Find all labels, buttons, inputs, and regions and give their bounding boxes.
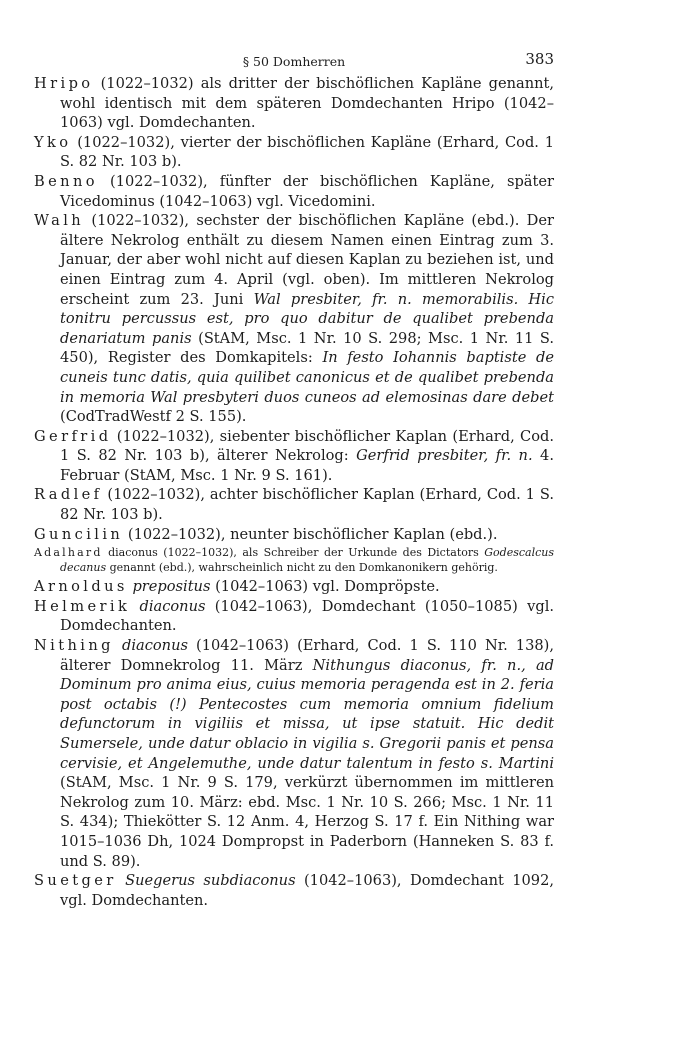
entry-headword: Radlef (34, 486, 103, 504)
entry-text (130, 598, 139, 615)
entry-headword: Guncilin (34, 525, 124, 543)
register-entry (34, 211, 554, 427)
latin-quotation: Suegerus subdiaconus (125, 872, 296, 890)
entry-text: (1022–1032), sechster der bischöflichen Kapläne (ebd.). Der ältere Nekrolog enthält zu diesem Namen einen Eintrag zum 3. Januar, der aber wohl nicht auf diesen Kaplan zu beziehen ist, und einen Eintrag zum 4. April (vgl. oben). Im mittleren Nekrolog erscheint zum 23. Juni (60, 212, 554, 308)
entry-headword: Nithing (34, 637, 114, 655)
entry-text: (StAM, Msc. 1 Nr. 9 S. 179, verkürzt übernommen im mittleren Nekrolog zum 10. März: ebd. Msc. 1 Nr. 10 S. 266; Msc. 1 Nr. 11 S. 434); Thiekötter S. 12 Anm. 4, Herzog S. 17 f. Ein Nithing war 1015–1036 Dh, 1024 Dompropst in Paderborn (Hanneken S. 83 f. und S. 89). (60, 774, 554, 870)
entry-headword: Yko (34, 133, 72, 151)
entry-text: (1042–1063), Domdechant 1092, vgl. Domdechanten. (60, 872, 555, 909)
entry-text: (1022–1032), fünfter der bischöflichen Kapläne, später Vicedominus (1042–1063) vgl. Vicedomini. (60, 172, 554, 210)
register-entry (34, 597, 554, 636)
entry-headword: Helmerik (34, 597, 131, 615)
register-entry (34, 74, 554, 133)
latin-quotation: In festo Iohannis baptiste de cuneis tunc datis, quia quilibet canonicus et de qualibet prebenda in memoria Wal presbyteri duos cuneos ad elemosinas dare debet (60, 349, 554, 406)
entry-headword: Adalhard (34, 546, 103, 560)
entry-list (34, 74, 554, 910)
entry-text: (1022–1032), siebenter bischöflicher Kaplan (Erhard, Cod. 1 S. 82 Nr. 103 b), älterer Nekrolog: (60, 427, 554, 465)
entry-headword: Walh (34, 212, 85, 230)
register-entry (34, 172, 554, 211)
entry-headword: Gerfrid (34, 427, 112, 445)
latin-quotation: prepositus (132, 578, 211, 596)
entry-text: (1022–1032) als dritter der bischöflichen Kapläne genannt, wohl identisch mit dem späteren Domdechanten Hripo (1042–1063) vgl. Domdechanten. (60, 75, 554, 132)
entry-text: (1042–1063) vgl. Dompröpste. (210, 578, 440, 596)
register-entry (34, 871, 554, 910)
latin-quotation: Wal presbiter, fr. n. memorabilis. Hic tonitru percussus est, pro quo dabitur de qualibet prebenda denariatum panis (60, 290, 555, 347)
document-page (34, 50, 554, 910)
register-entry (34, 525, 554, 545)
entry-headword: Hripo (34, 75, 94, 92)
register-entry (34, 485, 554, 524)
entry-headword: Suetger (34, 872, 117, 890)
latin-quotation: diaconus (122, 637, 188, 655)
latin-quotation: diaconus (139, 597, 206, 615)
running-header (34, 50, 554, 74)
entry-text: 4. Februar (StAM, Msc. 1 Nr. 9 S. 161). (60, 447, 554, 484)
entry-text: (1022–1032), neunter bischöflicher Kaplan (ebd.). (123, 525, 498, 543)
entry-text: (StAM, Msc. 1 Nr. 10 S. 298; Msc. 1 Nr. 11 S. 450), Register des Domkapitels: (60, 329, 555, 367)
entry-text: (1042–1063) (Erhard, Cod. 1 S. 110 Nr. 138), älterer Domnekrolog 11. März (60, 637, 554, 674)
entry-text: (CodTradWestf 2 S. 155). (60, 408, 247, 426)
register-entry (34, 427, 554, 486)
entry-text: (1042–1063), Domdechant (1050–1085) vgl. Domdechanten. (60, 597, 555, 635)
entry-text (114, 637, 122, 654)
entry-text: diaconus (1022–1032), als Schreiber der Urkunde des Dictators (102, 546, 485, 560)
register-entry (34, 636, 554, 871)
latin-quotation: Godescalcus decanus (60, 546, 554, 575)
register-entry (34, 577, 554, 597)
register-entry (34, 133, 554, 172)
entry-text (117, 872, 125, 889)
latin-quotation: Nithungus diaconus, fr. n., ad Dominum pro anima eius, cuius memoria peragenda est in 2. feria post octabis (!) Pentecostes cum memoria omnium fidelium defunctorum in vigiliis et missa, ut ipse statuit. Hic dedit Sumersele, unde datur oblacio in vigilia s. Gregorii panis et pensa cervisie, et Angelemuthe, unde datur talentum in festo s. Martini (60, 656, 554, 772)
entry-headword: Arnoldus (34, 578, 128, 596)
section-title: § 50 Domherren (242, 54, 346, 69)
latin-quotation: Gerfrid presbiter, fr. n. (356, 447, 533, 465)
entry-headword: Benno (34, 172, 98, 190)
entry-text: (1022–1032), vierter der bischöflichen Kapläne (Erhard, Cod. 1 S. 82 Nr. 103 b). (60, 133, 554, 171)
footnote-entry (34, 545, 554, 575)
page-number: 383 (525, 50, 554, 68)
entry-text: genannt (ebd.), wahrscheinlich nicht zu den Domkanonikern gehörig. (106, 561, 498, 575)
entry-text: (1022–1032), achter bischöflicher Kaplan (Erhard, Cod. 1 S. 82 Nr. 103 b). (60, 486, 554, 524)
